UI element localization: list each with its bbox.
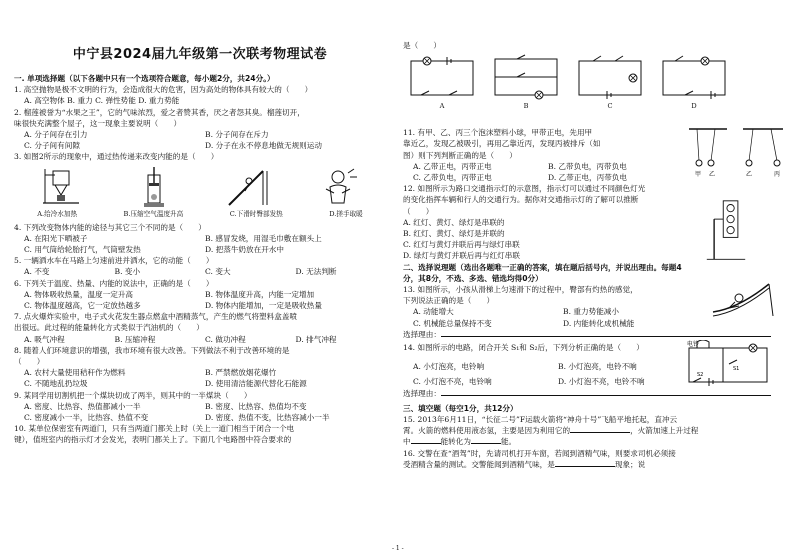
q1-options: A. 高空物体 B. 重力 C. 弹性势能 D. 重力势能 (24, 96, 180, 106)
q16-line1: 16. 交警在查“酒驾”时，先请司机打开车窗，若闻到酒精气味，则要求司机必须接 (403, 448, 676, 458)
q5-option-d: D. 无法判断 (295, 267, 337, 277)
q11-stem-line3: 图）则下列判断正确的是（ ） (403, 150, 517, 160)
q13-reason-blank[interactable] (441, 336, 771, 337)
q14-stem: 14. 如图所示的电路，闭合开关 S₁和 S₂后，下列分析正确的是（ ） (403, 343, 644, 353)
q10-circuit-labels (403, 101, 733, 109)
q3-captions (14, 209, 386, 219)
heating-water-figure (33, 165, 89, 209)
q14-reason-label: 选择理由： (403, 388, 441, 398)
q14-option-d: D. 小灯泡不亮，电铃不响 (558, 377, 645, 387)
q4-option-c: C. 用气筒给轮胎打气，气筒壁发热 (24, 245, 141, 255)
q10-circuits (403, 53, 733, 101)
ball-label-yi-left: 乙 (709, 171, 716, 179)
q2-option-d: D. 分子在永不停息地做无规则运动 (205, 141, 322, 151)
q13-reason-label: 选择理由： (403, 329, 441, 339)
q16-text-a: 受酒精含量的测试。交警能闻到酒精气味，是 (403, 459, 555, 469)
q5-option-c: C. 变大 (205, 267, 231, 277)
q7-stem-line2: 出很远。此过程的能量转化方式类似于汽油机的（ ） (14, 323, 204, 333)
q13-option-d: D. 内能转化成机械能 (563, 318, 635, 328)
circuit-label-a: A (439, 102, 445, 111)
q7-option-b: B. 压缩冲程 (114, 334, 156, 344)
q15-blank-3[interactable] (471, 443, 501, 444)
q6-option-c: C. 物体温度越高，它一定放热越多 (24, 301, 141, 311)
q9-option-a: A. 密度、比热容、热值都减小一半 (24, 401, 141, 411)
q15-blank-2[interactable] (411, 443, 441, 444)
q3-figures (14, 165, 386, 209)
q13-option-c: C. 机械能总量保持不变 (413, 318, 492, 328)
q11-stem-line1: 11. 有甲、乙、丙三个泡沫塑料小球，甲带正电，先用甲 (403, 128, 593, 138)
q7-stem-line1: 7. 点火爆炸实验中，电子式火花发生器点燃盒中酒精蒸气，产生的燃气将塑料盒盖喷 (14, 312, 298, 322)
circuit-a (403, 53, 481, 101)
q13-stem-line1: 13. 如图所示，小孩从滑梯上匀速滑下的过程中，臀部有灼热的感觉， (403, 285, 638, 295)
q13-reason (403, 329, 783, 340)
charged-balls-figure (687, 125, 787, 179)
q8-option-d: D. 使用清洁能源代替化石能源 (205, 379, 307, 389)
q9-option-c: C. 密度减小一半，比热容、热值不变 (24, 413, 149, 423)
q14-option-b: B. 小灯泡亮，电铃不响 (558, 362, 637, 372)
q15-text-a: 霄。火箭的燃料使用液态氢，主要是因为利用它的 (403, 426, 571, 436)
circuit-c (571, 53, 649, 101)
q5-option-a: A. 不变 (24, 267, 50, 277)
slide-figure (219, 165, 275, 209)
q4-option-a: A. 在阳光下晒被子 (24, 233, 88, 243)
rubbing-hands-figure (312, 165, 368, 209)
section-2-heading-line2: 分，其8分，不选、多选、错选均得0分） (403, 273, 543, 283)
q12-stem-line1: 12. 如图所示为路口交通指示灯的示意图，指示灯可以通过不同颜色灯光 (403, 184, 646, 194)
circuit-label-c: C (607, 102, 613, 111)
q4-stem: 4. 下列改变物体内能的途径与其它三个不同的是（ ） (14, 222, 206, 232)
ball-label-jia: 甲 (695, 171, 702, 179)
traffic-light-figure (703, 199, 749, 263)
q10-stem-line2: 键），值班室内的指示灯才会发光，表明门都关上了。下面几个电路图中符合要求的 (14, 435, 292, 445)
q12-stem-line2: 的变化指挥车辆和行人的交通行为。据你对交通指示灯的了解可以推断 (403, 195, 639, 205)
q7-option-a: A. 吸气冲程 (24, 334, 65, 344)
q8-option-a: A. 农村大量使用秸秆作为燃料 (24, 368, 126, 378)
section-2-heading-line1: 二、选择说理题（选出各题唯一正确的答案，填在题后括号内，并说出理由。每题4 (403, 262, 682, 272)
q1-stem: 1. 高空抛物是极不文明的行为，会造成很大的危害，因为高处的物体具有较大的（ ） (14, 85, 313, 95)
q8-option-c: C. 不随地乱扔垃圾 (24, 379, 88, 389)
q14-option-a: A. 小灯泡亮，电铃响 (413, 362, 485, 372)
circuit-d (655, 53, 733, 101)
circuit-b (487, 53, 565, 101)
q14-reason (403, 388, 783, 399)
q9-stem: 9. 某同学用切割机把一个煤块切成了两半，则其中的一半煤块（ ） (14, 390, 252, 400)
q11-option-a: A. 乙带正电，丙带正电 (413, 161, 492, 171)
left-column (14, 0, 386, 446)
q2-stem-line1: 2. 榴莲被誉为“水果之王”，它的气味浓烈，爱之者赞其香，厌之者怨其臭。榴莲切开， (14, 107, 305, 117)
page-number: - 1 - (392, 545, 404, 552)
ball-label-yi-right: 乙 (746, 171, 753, 179)
q15-blank-1[interactable] (570, 432, 630, 433)
q14-option-c: C. 小灯泡不亮，电铃响 (413, 377, 492, 387)
q16-blank-1[interactable] (555, 466, 615, 467)
page-title: 中宁县2024届九年级第一次联考物理试卷 (72, 47, 328, 62)
section-3-heading: 三、填空题（每空1分，共12分） (403, 403, 518, 413)
q12-option-a: A. 红灯、黄灯、绿灯是串联的 (403, 217, 505, 227)
q10-stem-tail: 是（ ） (403, 41, 441, 50)
right-column (403, 40, 783, 470)
q12-stem-line3: （ ） (403, 206, 434, 216)
ball-label-bing: 丙 (774, 171, 781, 179)
q8-option-b: B. 严禁燃放烟花爆竹 (205, 368, 277, 378)
q12-option-d: D. 绿灯与黄灯并联后再与红灯串联 (403, 251, 520, 261)
q11-option-b: B. 乙带负电，丙带负电 (548, 161, 627, 171)
q9-option-d: D. 密度、热值不变，比热容减小一半 (205, 413, 330, 423)
q13-stem-line2: 下列说法正确的是（ ） (403, 296, 495, 306)
q2-option-c: C. 分子间有间隙 (24, 141, 80, 151)
q2-option-b: B. 分子间存在斥力 (205, 130, 269, 140)
q4-option-d: D. 把蒸牛奶放在开水中 (205, 245, 284, 255)
q16-line2 (403, 459, 783, 470)
q3-caption-c: C.下滑时臀部发热 (229, 209, 283, 218)
switch-s1-label: S1 (733, 366, 740, 373)
q11-option-d: D. 乙带正电，丙带负电 (548, 173, 627, 183)
q15-line1: 15. 2013年6月11日，“长征二号”F运载火箭将“神舟十号”飞船平地托起，直冲云 (403, 415, 678, 425)
q9-option-b: B. 密度、比热容、热值均不变 (205, 401, 307, 411)
q4-option-b: B. 感冒发烧，用湿毛巾敷在额头上 (205, 233, 322, 243)
q15-text-b: ，火箭加速上升过程 (630, 426, 699, 436)
q16-text-b: 现象；说 (614, 459, 646, 469)
q8-stem-line1: 8. 随着人们环境意识的增强，我市环境有很大改善。下列做法不利于改善环境的是 (14, 345, 290, 355)
q15-line3 (403, 436, 783, 447)
q6-stem: 6. 下列关于温度、热量、内能的说法中，正确的是（ ） (14, 278, 214, 288)
q13-option-b: B. 重力势能减小 (563, 307, 619, 317)
q8-stem-line2: （ ） (14, 357, 45, 367)
q6-option-d: D. 物体内能增加，一定是吸收热量 (205, 301, 322, 311)
circuit-label-d: D (691, 102, 697, 111)
q5-stem: 5. 一辆洒水车在马路上匀速前进并洒水，它的动能（ ） (14, 256, 214, 266)
section-1-heading: 一. 单项选择题（以下各题中只有一个选项符合题意，每小题2分，共24分。） (14, 74, 275, 83)
q15-line2 (403, 425, 783, 436)
bell-circuit-figure (683, 340, 773, 386)
circuit-label-b: B (523, 102, 529, 111)
q3-stem: 3. 如图2所示的现象中，通过热传递来改变内能的是（ ） (14, 152, 219, 162)
q15-text-c: 中 (403, 437, 411, 447)
q2-option-a: A. 分子间存在引力 (24, 130, 88, 140)
q7-option-d: D. 排气冲程 (295, 334, 337, 344)
q2-stem-line2: 味很快充满整个屋子，这一现象主要说明（ ） (14, 118, 182, 128)
q12-option-b: B. 红灯、黄灯、绿灯是并联的 (403, 229, 505, 239)
q13-option-a: A. 动能增大 (413, 307, 454, 317)
bell-label: 电铃 (687, 341, 700, 349)
q3-caption-a: A.给冷水加热 (37, 209, 78, 218)
switch-s2-label: S2 (697, 372, 704, 379)
q11-stem-line2: 靠近乙，发现乙被吸引，再用乙靠近丙，发现丙被排斥（如 (403, 139, 601, 149)
q15-text-e: 能。 (500, 437, 517, 447)
q3-caption-d: D.搓手取暖 (329, 209, 363, 218)
q10-stem-line1: 10. 某单位保密室有两道门，只有当两道门都关上时（关上一道门相当于闭合一个电 (14, 424, 295, 434)
q3-caption-b: B.压缩空气温度升高 (123, 209, 184, 218)
q6-option-a: A. 物体吸收热量，温度一定升高 (24, 289, 134, 299)
q6-option-b: B. 物体温度升高，内能一定增加 (205, 289, 315, 299)
slide-child-figure (709, 278, 779, 318)
q15-text-d: 能转化为 (440, 437, 471, 447)
q5-option-b: B. 变小 (114, 267, 141, 277)
q11-option-c: C. 乙带负电，丙带正电 (413, 173, 492, 183)
compressed-air-figure (126, 165, 182, 209)
q14-reason-blank[interactable] (441, 395, 771, 396)
q12-option-c: C. 红灯与黄灯并联后再与绿灯串联 (403, 240, 520, 250)
q7-option-c: C. 做功冲程 (205, 334, 246, 344)
